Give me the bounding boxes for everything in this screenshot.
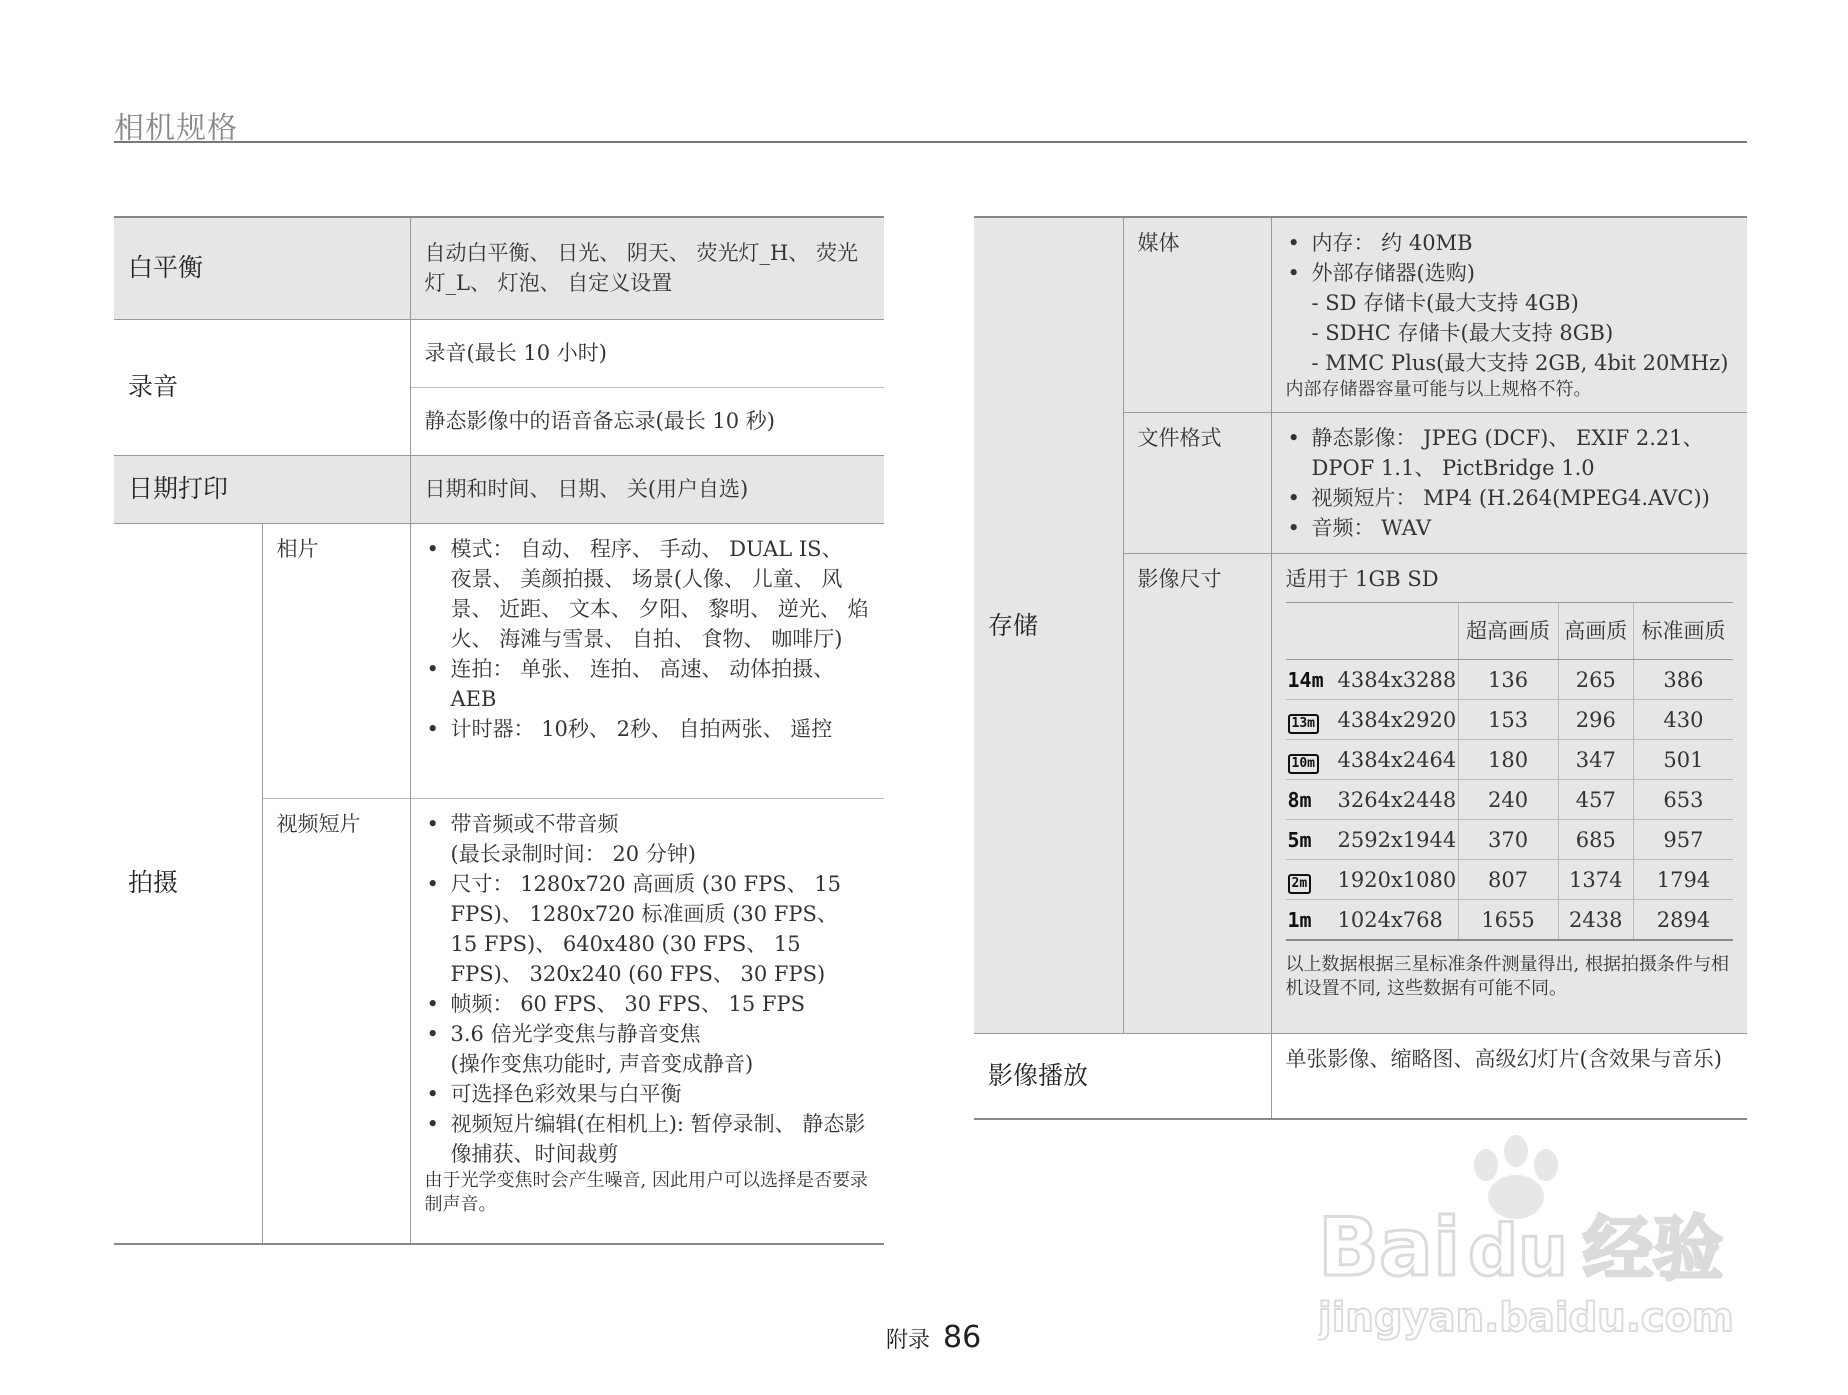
media-external: • 外部存储器(选购) bbox=[1286, 258, 1734, 288]
footer-section: 附录 bbox=[886, 1328, 931, 1353]
video-size: • 尺寸： 1280x720 高画质 (30 FPS、 15 FPS)、 1280x720 标准画质 (30 FPS、 15 FPS)、 640x480 (30 FPS、 15 FPS)、 320x240 (60 FPS、 30 FPS) bbox=[425, 869, 871, 989]
photo-timer: • 计时器： 10秒、 2秒、 自拍两张、 遥控 bbox=[425, 714, 871, 744]
count-superfine: 136 bbox=[1458, 660, 1558, 700]
page-number: 86 bbox=[943, 1320, 982, 1355]
count-normal: 957 bbox=[1633, 820, 1733, 860]
page-title: 相机规格 bbox=[114, 111, 238, 146]
count-normal: 1794 bbox=[1633, 860, 1733, 900]
header-divider bbox=[114, 141, 1747, 143]
image-size-resolution: 2592x1944 bbox=[1338, 820, 1459, 860]
count-normal: 653 bbox=[1633, 780, 1733, 820]
image-size-resolution: 3264x2448 bbox=[1338, 780, 1459, 820]
media-label: 媒体 bbox=[1123, 217, 1271, 413]
photo-label: 相片 bbox=[262, 523, 410, 798]
sound-memo-value: 静态影像中的语音备忘录(最长 10 秒) bbox=[410, 387, 884, 455]
count-superfine: 807 bbox=[1458, 860, 1558, 900]
image-size-resolution: 4384x2464 bbox=[1338, 740, 1459, 780]
spec-table-left bbox=[114, 216, 884, 1245]
1m-size-icon: 1m bbox=[1287, 907, 1312, 932]
playback-value: 单张影像、缩略图、高级幻灯片(含效果与音乐) bbox=[1271, 1034, 1747, 1119]
date-print-value: 日期和时间、 日期、 关(用户自选) bbox=[410, 455, 884, 523]
video-edit: • 视频短片编辑(在相机上): 暂停录制、 静态影像捕获、时间裁剪 bbox=[425, 1109, 871, 1169]
image-size-row bbox=[1286, 860, 1734, 900]
count-fine: 685 bbox=[1558, 820, 1633, 860]
sound-label: 录音 bbox=[114, 319, 410, 455]
image-size-details bbox=[1271, 554, 1747, 1034]
video-fps: • 帧频： 60 FPS、 30 FPS、 15 FPS bbox=[425, 989, 871, 1019]
file-format-audio: • 音频： WAV bbox=[1286, 513, 1734, 543]
photo-details bbox=[410, 523, 884, 798]
watermark-brand-du: du bbox=[1468, 1210, 1568, 1292]
image-size-resolution: 4384x2920 bbox=[1338, 700, 1459, 740]
image-size-resolution: 4384x3288 bbox=[1338, 660, 1459, 700]
image-size-row bbox=[1286, 820, 1734, 860]
image-size-resolution: 1920x1080 bbox=[1338, 860, 1459, 900]
page-footer bbox=[886, 1320, 981, 1355]
paw-logo-icon bbox=[1474, 1135, 1558, 1219]
photo-modes: • 模式： 自动、 程序、 手动、 DUAL IS、 夜景、 美颜拍摄、 场景(人像、 儿童、 风景、 近距、 文本、 夕阳、 黎明、 逆光、 焰火、 海滩与雪景、 自拍、 食物、 咖啡厅) bbox=[425, 534, 871, 654]
video-label: 视频短片 bbox=[262, 798, 410, 1244]
count-fine: 347 bbox=[1558, 740, 1633, 780]
watermark-brand-jingyan: 经验 bbox=[1583, 1208, 1723, 1290]
image-size-row bbox=[1286, 700, 1734, 740]
count-superfine: 180 bbox=[1458, 740, 1558, 780]
storage-label: 存储 bbox=[974, 217, 1123, 1034]
col-normal: 标准画质 bbox=[1633, 603, 1733, 660]
white-balance-label: 白平衡 bbox=[114, 217, 410, 319]
file-format-details bbox=[1271, 413, 1747, 554]
count-fine: 1374 bbox=[1558, 860, 1633, 900]
file-format-video: • 视频短片： MP4 (H.264(MPEG4.AVC)) bbox=[1286, 483, 1734, 513]
count-fine: 296 bbox=[1558, 700, 1633, 740]
image-size-resolution: 1024x768 bbox=[1338, 900, 1459, 941]
8m-size-icon: 8m bbox=[1287, 787, 1312, 812]
date-print-label: 日期打印 bbox=[114, 455, 410, 523]
video-color: • 可选择色彩效果与白平衡 bbox=[425, 1079, 871, 1109]
image-size-note: 以上数据根据三星标准条件测量得出, 根据拍摄条件与相机设置不同, 这些数据有可能不同。 bbox=[1285, 954, 1729, 999]
image-size-table bbox=[1286, 602, 1734, 941]
video-note: 由于光学变焦时会产生噪音, 因此用户可以选择是否要录制声音。 bbox=[424, 1169, 868, 1215]
image-size-row bbox=[1286, 740, 1734, 780]
white-balance-value: 自动白平衡、 日光、 阴天、 荧光灯_H、 荧光灯_L、 灯泡、 自定义设置 bbox=[410, 217, 884, 319]
video-details bbox=[410, 798, 884, 1244]
sound-record-value: 录音(最长 10 小时) bbox=[410, 319, 884, 387]
10m-size-icon: 10m bbox=[1288, 754, 1319, 774]
14m-size-icon: 14m bbox=[1287, 667, 1324, 692]
photo-burst: • 连拍： 单张、 连拍、 高速、 动体拍摄、 AEB bbox=[425, 654, 871, 714]
count-normal: 386 bbox=[1633, 660, 1733, 700]
image-size-row bbox=[1286, 900, 1734, 941]
col-superfine: 超高画质 bbox=[1458, 603, 1558, 660]
media-card-mmc: - MMC Plus(最大支持 2GB, 4bit 20MHz) bbox=[1311, 351, 1729, 375]
count-normal: 430 bbox=[1633, 700, 1733, 740]
media-details bbox=[1271, 217, 1747, 413]
count-superfine: 370 bbox=[1458, 820, 1558, 860]
file-format-label: 文件格式 bbox=[1123, 413, 1271, 554]
count-fine: 2438 bbox=[1558, 900, 1633, 941]
count-normal: 2894 bbox=[1633, 900, 1733, 941]
image-size-row bbox=[1286, 780, 1734, 820]
image-size-label: 影像尺寸 bbox=[1123, 554, 1271, 1034]
2m-size-icon: 2m bbox=[1288, 874, 1312, 894]
watermark-brand-bai: Bai bbox=[1318, 1201, 1461, 1294]
playback-label: 影像播放 bbox=[974, 1034, 1271, 1119]
13m-size-icon: 13m bbox=[1288, 714, 1319, 734]
file-format-still: • 静态影像： JPEG (DCF)、 EXIF 2.21、 DPOF 1.1、 PictBridge 1.0 bbox=[1286, 423, 1734, 483]
count-superfine: 240 bbox=[1458, 780, 1558, 820]
media-card-sd: - SD 存储卡(最大支持 4GB) bbox=[1311, 291, 1579, 315]
baidu-jingyan-watermark bbox=[1318, 1125, 1758, 1345]
5m-size-icon: 5m bbox=[1287, 827, 1312, 852]
shooting-label: 拍摄 bbox=[114, 523, 262, 1244]
media-note: 内部存储器容量可能与以上规格不符。 bbox=[1285, 379, 1592, 400]
image-size-row bbox=[1286, 660, 1734, 700]
media-internal: • 内存： 约 40MB bbox=[1286, 228, 1734, 258]
watermark-url: jingyan.baidu.com bbox=[1318, 1295, 1734, 1341]
count-superfine: 1655 bbox=[1458, 900, 1558, 941]
count-fine: 265 bbox=[1558, 660, 1633, 700]
image-size-applies: 适用于 1GB SD bbox=[1285, 567, 1439, 591]
count-fine: 457 bbox=[1558, 780, 1633, 820]
count-superfine: 153 bbox=[1458, 700, 1558, 740]
col-fine: 高画质 bbox=[1558, 603, 1633, 660]
media-card-sdhc: - SDHC 存储卡(最大支持 8GB) bbox=[1311, 321, 1614, 345]
spec-table-right bbox=[974, 216, 1747, 1120]
count-normal: 501 bbox=[1633, 740, 1733, 780]
video-audio: • 带音频或不带音频 (最长录制时间： 20 分钟) bbox=[425, 809, 871, 869]
video-zoom: • 3.6 倍光学变焦与静音变焦 (操作变焦功能时, 声音变成静音) bbox=[425, 1019, 871, 1079]
